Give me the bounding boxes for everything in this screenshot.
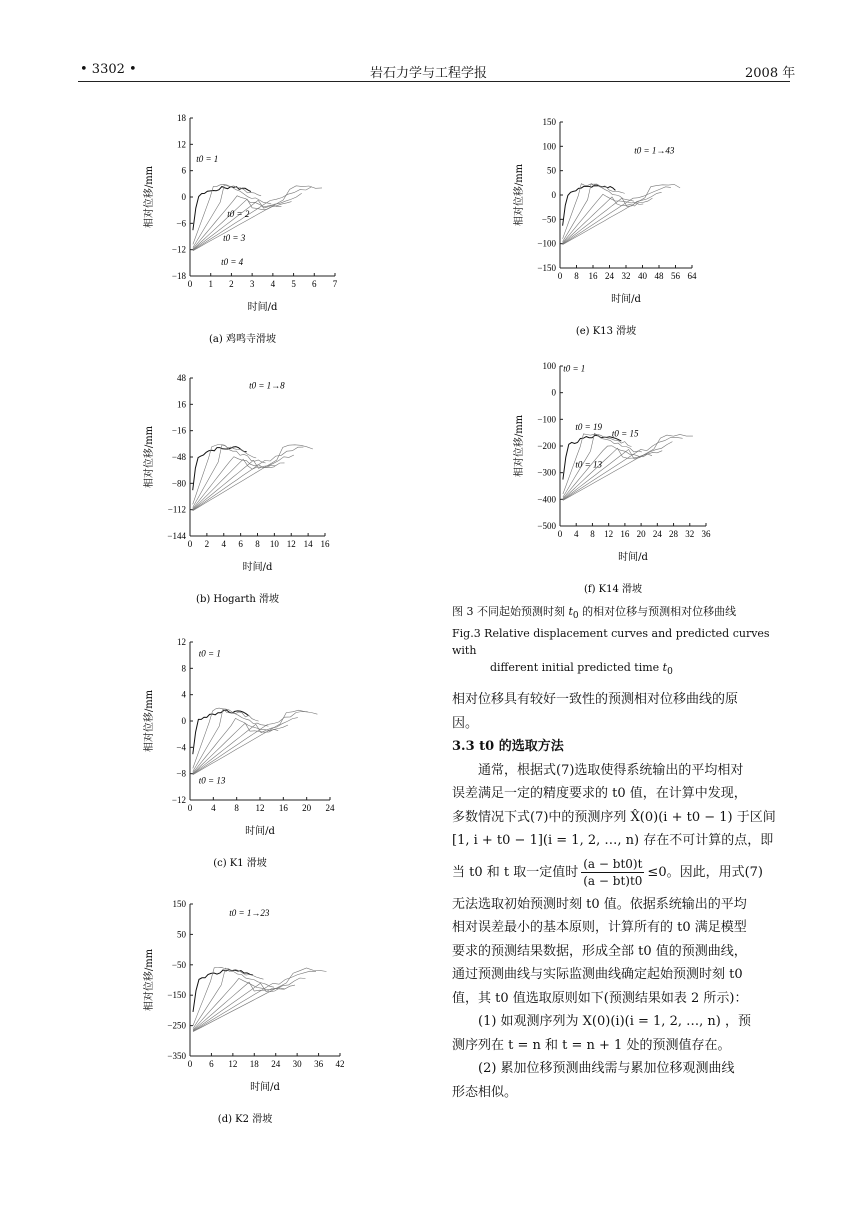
y-tick-label: −500: [537, 521, 556, 531]
series-curve: [563, 435, 621, 479]
y-tick-label: −4: [176, 742, 186, 753]
x-axis-label: 时间/d: [242, 562, 273, 573]
x-axis-label: 时间/d: [247, 302, 278, 313]
x-tick-label: 6: [238, 539, 243, 549]
p2-line1: 通常，根据式(7)选取使得系统输出的平均相对: [478, 762, 744, 778]
p3-line2: 测序列在 t = n 和 t = n + 1 处的预测值存在。: [452, 1037, 731, 1053]
series-curve: [193, 970, 253, 1012]
x-tick-label: 42: [335, 1059, 345, 1069]
series-curve: [193, 982, 295, 1031]
x-tick-label: 2: [229, 279, 234, 289]
y-tick-label: 16: [177, 399, 186, 410]
x-tick-label: 3: [249, 279, 255, 289]
x-tick-label: 48: [654, 271, 664, 281]
x-axis-label: 时间/d: [250, 1082, 280, 1093]
figure-caption-cn: 图 3 不同起始预测时刻: [452, 605, 569, 618]
x-tick-label: 16: [620, 529, 630, 539]
series-curve: [193, 445, 313, 511]
y-tick-label: −100: [537, 238, 556, 249]
x-axis-label: 时间/d: [611, 294, 641, 305]
y-tick-label: 12: [177, 139, 186, 150]
y-tick-label: −50: [541, 214, 556, 225]
y-tick-label: 100: [542, 141, 556, 152]
y-tick-label: −8: [176, 768, 186, 779]
curve-annotation: t0 = 15: [611, 428, 639, 439]
y-tick-label: −200: [537, 441, 556, 451]
x-tick-label: 10: [269, 539, 279, 549]
figure-caption-b: (b) Hogarth 滑坡: [196, 594, 279, 605]
x-tick-label: 28: [669, 529, 679, 539]
series-curve: [193, 709, 269, 772]
figure-caption-d: (d) K2 滑坡: [217, 1114, 273, 1125]
y-tick-label: 0: [551, 190, 556, 200]
x-tick-label: 5: [291, 279, 296, 289]
series-curve: [193, 968, 327, 1032]
x-tick-label: 4: [211, 803, 216, 813]
y-tick-label: −6: [176, 218, 186, 229]
series-curve: [563, 184, 634, 242]
figure-f: [500, 358, 740, 598]
series-curve: [193, 708, 259, 768]
y-tick-label: 8: [181, 663, 186, 674]
x-tick-label: 0: [187, 1059, 193, 1069]
y-tick-label: −80: [171, 478, 186, 489]
figure-caption-cn-suffix: 的相对位移与预测相对位移曲线: [578, 605, 737, 618]
x-axis-label: 时间/d: [618, 552, 648, 563]
chart-svg-a: [130, 108, 370, 368]
x-tick-label: 0: [187, 279, 193, 289]
y-axis-label: 相对位移/mm: [514, 163, 525, 227]
x-tick-label: 24: [652, 529, 662, 539]
y-axis-label: 相对位移/mm: [144, 165, 155, 229]
p4-line2: 形态相似。: [452, 1084, 518, 1100]
x-tick-label: 36: [314, 1059, 324, 1069]
curve-annotation: t0 = 1→23: [229, 908, 270, 919]
x-tick-label: 32: [621, 271, 631, 281]
y-tick-label: −250: [167, 1020, 186, 1031]
y-tick-label: −12: [171, 244, 186, 255]
x-tick-label: 6: [209, 1059, 214, 1069]
x-tick-label: 18: [249, 1059, 259, 1069]
y-tick-label: −12: [171, 795, 186, 805]
p3-line1: (1) 如观测序列为 X(0)(i)(i = 1, 2, …, n) ，预: [478, 1014, 751, 1029]
x-tick-label: 4: [573, 529, 579, 539]
figure-caption-c: (c) K1 滑坡: [213, 858, 267, 869]
figure-e: [500, 112, 740, 342]
p2-line9: 通过预测曲线与实际监测曲线确定起始预测时刻 t0: [452, 967, 743, 982]
x-tick-label: 12: [286, 539, 296, 549]
series-curve: [193, 186, 322, 251]
y-tick-label: 150: [542, 117, 556, 127]
y-tick-label: 48: [177, 373, 186, 383]
y-tick-label: 6: [181, 165, 186, 176]
x-tick-label: 8: [255, 539, 260, 549]
series-curve: [193, 445, 257, 505]
y-axis-label: 相对位移/mm: [514, 414, 525, 478]
x-tick-label: 24: [271, 1059, 281, 1069]
x-tick-label: 7: [332, 279, 338, 289]
x-tick-label: 36: [701, 529, 711, 539]
figure-caption-en-1: Fig.3 Relative displacement curves and predicted curves with: [452, 627, 770, 657]
x-tick-label: 12: [604, 529, 614, 539]
curve-annotation: t0 = 1→8: [249, 380, 285, 391]
figure-a: [130, 108, 370, 358]
figure-caption-e: (e) K13 滑坡: [575, 326, 637, 337]
p1-line2: 因。: [452, 715, 479, 731]
y-tick-label: 12: [177, 637, 186, 647]
x-tick-label: 1: [208, 279, 213, 289]
x-tick-label: 16: [278, 803, 288, 813]
x-tick-label: 16: [588, 271, 598, 281]
chart-svg-f: [500, 358, 740, 618]
curve-annotation: t0 = 1: [196, 153, 219, 164]
p2-line5: [452, 853, 792, 893]
p2-line6: 无法选取初始预测时刻 t0 值。依据系统输出的平均: [452, 896, 747, 912]
fraction-denominator: (a − bt)t0: [583, 873, 643, 888]
x-tick-label: 0: [557, 271, 563, 281]
y-axis-label: 相对位移/mm: [144, 425, 155, 489]
y-tick-label: −48: [171, 452, 186, 462]
y-axis-label: 相对位移/mm: [144, 689, 155, 753]
series-curve: [563, 194, 644, 243]
p2-line5-a: 当 t0 和 t 取一定值时: [452, 864, 579, 880]
x-tick-label: 56: [671, 271, 680, 281]
p2-line4: [1, i + t0 − 1](i = 1, 2, …, n) 存在不可计算的点，即: [452, 833, 774, 848]
x-tick-label: 24: [605, 271, 614, 281]
x-tick-label: 64: [687, 271, 697, 281]
y-tick-label: −18: [171, 271, 186, 281]
p2-line2: 误差满足一定的精度要求的 t0 值，在计算中发现，: [452, 786, 747, 801]
figure-caption-a: (a) 鸡鸣寺滑坡: [209, 334, 276, 345]
figure-b: [130, 368, 370, 618]
y-tick-label: 100: [542, 361, 556, 371]
x-tick-label: 0: [187, 803, 193, 813]
y-tick-label: 50: [547, 165, 556, 176]
y-tick-label: 18: [177, 113, 186, 123]
x-tick-label: 16: [320, 539, 330, 549]
y-tick-label: 0: [551, 387, 556, 398]
y-tick-label: −50: [171, 959, 186, 970]
p2-line10: 值，其 t0 值选取原则如下(预测结果如表 2 所示)：: [452, 990, 748, 1006]
fraction: [581, 856, 644, 889]
y-tick-label: −144: [167, 531, 186, 541]
x-tick-label: 6: [312, 279, 317, 289]
x-tick-label: 8: [574, 271, 579, 281]
chart-svg-e: [500, 112, 740, 372]
header-year: 2008 年: [745, 66, 796, 81]
series-curve: [563, 446, 652, 499]
y-tick-label: −16: [171, 425, 186, 436]
series-curve: [193, 457, 275, 509]
curve-annotation: t0 = 1: [563, 363, 586, 374]
y-tick-label: −150: [167, 990, 186, 1001]
y-tick-label: −150: [537, 263, 556, 273]
x-tick-label: 0: [557, 529, 563, 539]
chart-svg-b: [130, 368, 370, 628]
p2-line3: 多数情况下式(7)中的预测序列 X̂(0)(i + t0 − 1) 于区间: [452, 809, 776, 825]
figure-caption: 图 3 不同起始预测时刻 $t_0$ 的相对位移与预测相对位移曲线 Fig.3 Relative displacement curves and predicted curves with different initial predicted time $t_0$: [452, 603, 792, 681]
curve-annotation: t0 = 3: [223, 232, 246, 243]
x-tick-label: 12: [228, 1059, 238, 1069]
chart-svg-d: [130, 896, 370, 1156]
y-tick-label: −400: [537, 494, 556, 505]
x-tick-label: 20: [302, 803, 312, 813]
curve-annotation: t0 = 2: [227, 208, 250, 219]
p4-line1: (2) 累加位移预测曲线需与累加位移观测曲线: [478, 1061, 735, 1076]
figure-c: [130, 632, 370, 882]
y-tick-label: −112: [167, 504, 186, 515]
fraction-numerator: (a − bt0)t: [583, 856, 643, 871]
series-curve: [563, 197, 653, 244]
figure-caption-en-2: different initial predicted time: [490, 661, 663, 674]
curve-annotation: t0 = 4: [221, 257, 244, 268]
series-curve: [193, 447, 247, 491]
x-tick-label: 4: [221, 539, 226, 549]
curve-annotation: t0 = 1: [198, 648, 221, 659]
y-tick-label: 50: [177, 929, 186, 940]
x-tick-label: 20: [636, 529, 646, 539]
y-tick-label: 4: [181, 689, 186, 700]
x-tick-label: 30: [292, 1059, 302, 1069]
y-tick-label: 0: [181, 716, 186, 726]
x-tick-label: 4: [270, 279, 276, 289]
p2-line5-b: ≤0。因此，用式(7): [647, 864, 764, 880]
x-axis-label: 时间/d: [245, 826, 275, 837]
x-tick-label: 0: [187, 539, 193, 549]
header-rule: [78, 81, 790, 82]
curve-annotation: t0 = 13: [198, 775, 226, 786]
x-tick-label: 24: [325, 803, 335, 813]
curve-annotation: t0 = 19: [575, 422, 602, 432]
y-tick-label: −100: [537, 414, 556, 425]
journal-title: 岩石力学与工程学报: [370, 66, 488, 81]
y-tick-label: 150: [172, 899, 186, 909]
figure-d: [130, 896, 370, 1131]
p1-line1: 相对位移具有较好一致性的预测相对位移曲线的原: [452, 692, 739, 707]
x-tick-label: 40: [638, 271, 647, 281]
curve-annotation: t0 = 13: [575, 459, 602, 470]
y-tick-label: 0: [181, 192, 186, 202]
y-axis-label: 相对位移/mm: [144, 948, 155, 1012]
series-curve: [563, 185, 616, 225]
x-tick-label: 8: [590, 529, 595, 539]
x-tick-label: 14: [303, 539, 313, 549]
x-tick-label: 32: [685, 529, 695, 539]
series-curve: [193, 967, 264, 1025]
curve-annotation: t0 = 1→43: [634, 145, 675, 156]
series-curve: [563, 184, 681, 244]
x-tick-label: 2: [204, 539, 210, 549]
y-tick-label: −350: [167, 1051, 186, 1061]
chart-svg-c: [130, 632, 370, 892]
section-heading: 3.3 t0 的选取方法: [452, 739, 564, 754]
figure-caption-f: (f) K14 滑坡: [583, 584, 643, 595]
x-tick-label: 12: [255, 803, 265, 813]
body-text: [452, 688, 792, 1104]
p2-line7: 相对误差最小的基本原则，计算所有的 t0 满足模型: [452, 920, 747, 935]
p2-line8: 要求的预测结果数据，形成全部 t0 值的预测曲线，: [452, 943, 747, 959]
x-tick-label: 8: [234, 803, 239, 813]
y-tick-label: −300: [537, 467, 556, 478]
page-number: • 3302 •: [80, 62, 137, 77]
